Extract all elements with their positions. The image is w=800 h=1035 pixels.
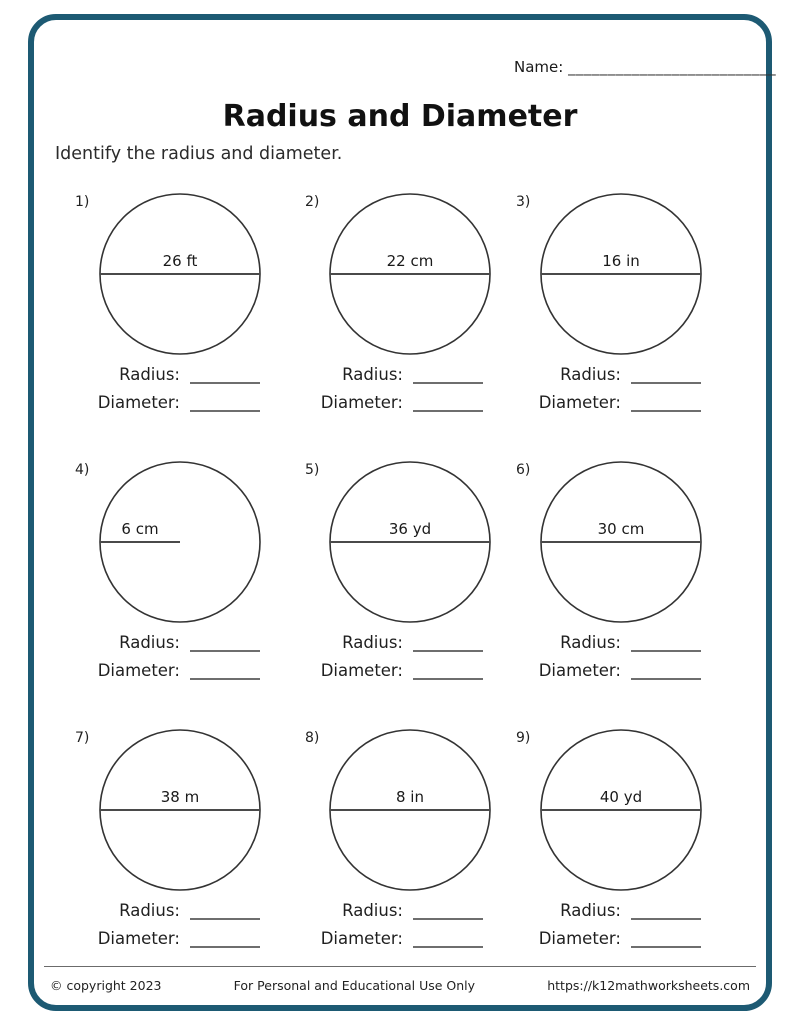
problem-number: 2) (305, 194, 320, 210)
diameter-answer-line[interactable] (631, 394, 701, 412)
name-block (514, 58, 776, 76)
diameter-answer-line[interactable] (631, 930, 701, 948)
radius-label: Radius: (342, 365, 403, 384)
radius-answer-line[interactable] (413, 902, 483, 920)
problems-grid (55, 188, 741, 992)
problem-number: 6) (516, 462, 531, 478)
radius-label: Radius: (119, 633, 180, 652)
radius-answer-line[interactable] (413, 366, 483, 384)
problem-number: 4) (75, 462, 90, 478)
footer-copyright: © copyright 2023 (50, 978, 162, 993)
radius-answer-line[interactable] (631, 366, 701, 384)
problem-number: 9) (516, 730, 531, 746)
measurement-label: 40 yd (599, 788, 643, 806)
problem-3 (501, 188, 741, 456)
radius-answer-line[interactable] (413, 634, 483, 652)
circle-figure (75, 456, 285, 628)
diameter-answer-line[interactable] (190, 662, 260, 680)
circle-figure (305, 724, 515, 896)
problem-number: 3) (516, 194, 531, 210)
answer-block (55, 364, 305, 414)
answer-block (305, 900, 501, 950)
radius-answer-line[interactable] (631, 634, 701, 652)
circle-figure (305, 456, 515, 628)
problem-6 (501, 456, 741, 724)
measurement-label: 38 m (160, 788, 200, 806)
radius-label: Radius: (560, 365, 621, 384)
measurement-label: 8 in (396, 788, 424, 806)
measurement-label: 26 ft (162, 252, 198, 270)
diameter-label: Diameter: (320, 929, 403, 948)
radius-label: Radius: (342, 633, 403, 652)
problem-number: 5) (305, 462, 320, 478)
problem-number: 1) (75, 194, 90, 210)
instruction-text: Identify the radius and diameter. (55, 144, 343, 164)
radius-label: Radius: (560, 901, 621, 920)
footer-divider (44, 966, 756, 967)
problem-7 (55, 724, 305, 992)
circle-figure (516, 456, 726, 628)
footer-usage-text: For Personal and Educational Use Only (233, 978, 476, 993)
answer-block (305, 632, 501, 682)
problem-4 (55, 456, 305, 724)
footer (50, 978, 750, 993)
diameter-label: Diameter: (97, 929, 180, 948)
problem-number: 7) (75, 730, 90, 746)
circle-figure (305, 188, 515, 360)
answer-block (55, 900, 305, 950)
diameter-label: Diameter: (538, 929, 621, 948)
radius-label: Radius: (119, 365, 180, 384)
diameter-answer-line[interactable] (190, 394, 260, 412)
page-title: Radius and Diameter (222, 99, 578, 134)
problem-1 (55, 188, 305, 456)
answer-block (501, 900, 741, 950)
diameter-answer-line[interactable] (190, 930, 260, 948)
answer-block (501, 364, 741, 414)
problem-2 (305, 188, 501, 456)
radius-label: Radius: (342, 901, 403, 920)
answer-block (55, 632, 305, 682)
diameter-label: Diameter: (320, 661, 403, 680)
problem-9 (501, 724, 741, 992)
problem-number: 8) (305, 730, 320, 746)
diameter-label: Diameter: (538, 393, 621, 412)
problem-8 (305, 724, 501, 992)
diameter-label: Diameter: (320, 393, 403, 412)
answer-block (305, 364, 501, 414)
circle-figure (516, 188, 726, 360)
footer-url: https://k12mathworksheets.com (547, 978, 750, 993)
diameter-label: Diameter: (538, 661, 621, 680)
problem-5 (305, 456, 501, 724)
radius-answer-line[interactable] (190, 634, 260, 652)
measurement-label: 6 cm (121, 520, 159, 538)
diameter-label: Diameter: (97, 393, 180, 412)
radius-answer-line[interactable] (190, 366, 260, 384)
answer-block (501, 632, 741, 682)
circle-figure (75, 188, 285, 360)
diameter-label: Diameter: (97, 661, 180, 680)
diameter-answer-line[interactable] (413, 394, 483, 412)
radius-label: Radius: (119, 901, 180, 920)
name-fill-in-line[interactable]: __________________________ (568, 58, 777, 76)
circle-figure (75, 724, 285, 896)
radius-answer-line[interactable] (190, 902, 260, 920)
measurement-label: 36 yd (388, 520, 432, 538)
diameter-answer-line[interactable] (631, 662, 701, 680)
measurement-label: 22 cm (386, 252, 434, 270)
circle-figure (516, 724, 726, 896)
diameter-answer-line[interactable] (413, 662, 483, 680)
measurement-label: 16 in (602, 252, 640, 270)
radius-answer-line[interactable] (631, 902, 701, 920)
radius-label: Radius: (560, 633, 621, 652)
measurement-label: 30 cm (597, 520, 645, 538)
diameter-answer-line[interactable] (413, 930, 483, 948)
name-label: Name: (514, 58, 564, 76)
